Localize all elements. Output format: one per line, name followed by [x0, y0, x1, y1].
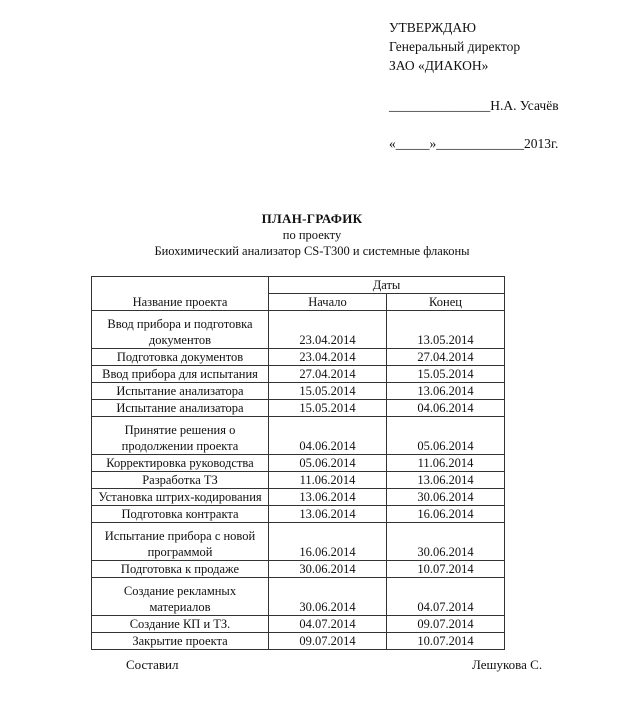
cell-end-date: 13.06.2014 — [387, 472, 505, 489]
cell-start-date: 09.07.2014 — [269, 633, 387, 650]
cell-start-date: 23.04.2014 — [269, 311, 387, 349]
cell-end-date: 09.07.2014 — [387, 616, 505, 633]
cell-start-date: 11.06.2014 — [269, 472, 387, 489]
task-name-line1: Создание рекламных — [123, 584, 237, 598]
task-name-line1: Подготовка контракта — [121, 507, 239, 521]
task-name-line1: Ввод прибора и подготовка — [107, 317, 253, 331]
schedule-table — [91, 276, 505, 650]
cell-end-date: 30.06.2014 — [387, 489, 505, 506]
cell-end-date: 10.07.2014 — [387, 633, 505, 650]
document-title-block — [0, 211, 624, 259]
cell-task-name — [92, 489, 269, 506]
task-name-line1: Принятие решения о — [124, 423, 236, 437]
table-row — [92, 489, 505, 506]
cell-task-name — [92, 561, 269, 578]
document-subtitle: по проекту — [282, 228, 342, 242]
table-row — [92, 506, 505, 523]
cell-start-date: 13.06.2014 — [269, 489, 387, 506]
task-name-line1: Испытание анализатора — [116, 384, 244, 398]
compiled-by: Лешукова С. — [472, 657, 543, 672]
cell-task-name — [92, 506, 269, 523]
table-row — [92, 472, 505, 489]
cell-start-date: 15.05.2014 — [269, 400, 387, 417]
approval-heading: УТВЕРЖДАЮ — [389, 20, 477, 35]
cell-start-date: 15.05.2014 — [269, 383, 387, 400]
project-name: Биохимический анализатор CS-T300 и системные флаконы — [154, 244, 470, 258]
cell-end-date: 13.05.2014 — [387, 311, 505, 349]
task-name-line1: Создание КП и ТЗ. — [129, 617, 231, 631]
cell-end-date: 16.06.2014 — [387, 506, 505, 523]
task-name-line1: Корректировка руководства — [106, 456, 254, 470]
cell-start-date: 04.06.2014 — [269, 417, 387, 455]
cell-end-date: 13.06.2014 — [387, 383, 505, 400]
cell-task-name — [92, 311, 269, 349]
cell-task-name — [92, 633, 269, 650]
table-row — [92, 578, 505, 616]
table-row — [92, 311, 505, 349]
cell-end-date: 05.06.2014 — [387, 417, 505, 455]
compiled-label: Составил — [126, 657, 179, 672]
cell-task-name — [92, 472, 269, 489]
table-row — [92, 349, 505, 366]
table-row — [92, 455, 505, 472]
cell-end-date: 15.05.2014 — [387, 366, 505, 383]
table-row — [92, 400, 505, 417]
task-name-line1: Установка штрих-кодирования — [98, 490, 262, 504]
cell-task-name — [92, 417, 269, 455]
approval-signature-line: _______________Н.А. Усачёв — [389, 98, 559, 113]
table-body — [92, 311, 505, 650]
cell-task-name — [92, 578, 269, 616]
cell-task-name — [92, 616, 269, 633]
header-end: Конец — [387, 294, 505, 311]
cell-start-date: 27.04.2014 — [269, 366, 387, 383]
cell-end-date: 27.04.2014 — [387, 349, 505, 366]
cell-end-date: 04.06.2014 — [387, 400, 505, 417]
cell-start-date: 13.06.2014 — [269, 506, 387, 523]
table-row — [92, 417, 505, 455]
task-name-line1: Испытание анализатора — [116, 401, 244, 415]
task-name-line1: Испытание прибора с новой — [104, 529, 256, 543]
header-project-name: Название проекта — [92, 277, 269, 311]
approval-date-line: «_____»_____________2013г. — [389, 136, 559, 151]
cell-task-name — [92, 383, 269, 400]
cell-end-date: 04.07.2014 — [387, 578, 505, 616]
task-name-line1: Ввод прибора для испытания — [102, 367, 258, 381]
header-start: Начало — [269, 294, 387, 311]
header-dates: Даты — [269, 277, 505, 294]
task-name-line1: Подготовка к продаже — [120, 562, 240, 576]
cell-task-name — [92, 455, 269, 472]
task-name-line2: продолжении проекта — [121, 439, 239, 453]
cell-task-name — [92, 400, 269, 417]
approval-company: ЗАО «ДИАКОН» — [389, 58, 489, 73]
table-row — [92, 523, 505, 561]
document-title: ПЛАН-ГРАФИК — [261, 211, 363, 226]
task-name-line2: материалов — [149, 600, 211, 614]
task-name-line1: Разработка ТЗ — [142, 473, 218, 487]
approval-block — [389, 18, 559, 153]
cell-task-name — [92, 523, 269, 561]
cell-start-date: 30.06.2014 — [269, 561, 387, 578]
table-row — [92, 616, 505, 633]
cell-task-name — [92, 366, 269, 383]
table-header-row — [92, 277, 505, 294]
task-name-line1: Подготовка документов — [116, 350, 244, 364]
table-row — [92, 383, 505, 400]
cell-end-date: 30.06.2014 — [387, 523, 505, 561]
task-name-line2: программой — [147, 545, 213, 559]
approval-position: Генеральный директор — [389, 39, 521, 54]
table-row — [92, 366, 505, 383]
cell-start-date: 16.06.2014 — [269, 523, 387, 561]
cell-start-date: 05.06.2014 — [269, 455, 387, 472]
cell-end-date: 10.07.2014 — [387, 561, 505, 578]
cell-start-date: 23.04.2014 — [269, 349, 387, 366]
cell-task-name — [92, 349, 269, 366]
cell-start-date: 30.06.2014 — [269, 578, 387, 616]
cell-end-date: 11.06.2014 — [387, 455, 505, 472]
cell-start-date: 04.07.2014 — [269, 616, 387, 633]
table-row — [92, 561, 505, 578]
task-name-line2: документов — [148, 333, 212, 347]
table-row — [92, 633, 505, 650]
task-name-line1: Закрытие проекта — [132, 634, 228, 648]
